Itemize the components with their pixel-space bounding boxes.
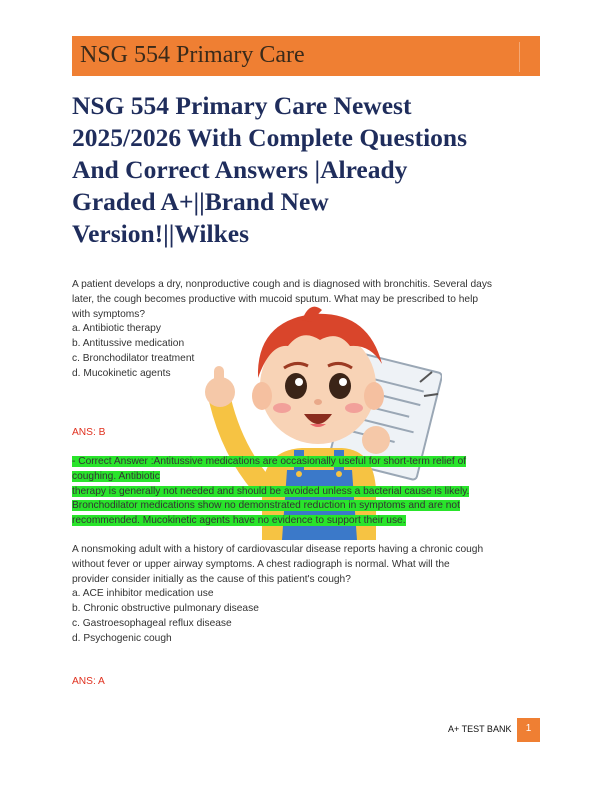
explanation-1 bbox=[72, 455, 532, 529]
title-line: Version!||Wilkes bbox=[72, 219, 250, 248]
answer-option: b. Antitussive medication bbox=[72, 338, 185, 350]
title-line: 2025/2026 With Complete Questions bbox=[72, 123, 468, 152]
title-line: And Correct Answers |Already bbox=[72, 155, 408, 184]
answer-option: d. Mucokinetic agents bbox=[72, 367, 171, 379]
document-title bbox=[72, 90, 542, 250]
answer-key-1 bbox=[72, 426, 532, 441]
explanation-line: recommended. Mucokinetic agents have no evidence to support their use. bbox=[72, 515, 406, 527]
title-line: NSG 554 Primary Care Newest bbox=[72, 91, 412, 120]
answer-key: ANS: B bbox=[72, 427, 106, 438]
banner-title: NSG 554 Primary Care bbox=[80, 42, 305, 68]
question-stem-line: later, the cough becomes productive with mucoid sputum. What may be prescribed to help bbox=[72, 293, 479, 305]
footer-label: A+ TEST BANK bbox=[448, 724, 512, 734]
answer-option: c. Gastroesophageal reflux disease bbox=[72, 617, 232, 629]
answer-option: a. Antibiotic therapy bbox=[72, 323, 161, 335]
answer-option: b. Chronic obstructive pulmonary disease bbox=[72, 603, 259, 615]
answer-option: a. ACE inhibitor medication use bbox=[72, 588, 214, 600]
explanation-line: - Correct Answer :Antitussive medications are occasionally useful for short-term relief of bbox=[72, 456, 467, 467]
explanation-line: Bronchodilator medications show no demonstrated reduction in symptoms and are not bbox=[72, 500, 460, 512]
question-stem-line: with symptoms? bbox=[72, 308, 146, 320]
question-stem-line: A nonsmoking adult with a history of cardiovascular disease reports having a chronic cough bbox=[72, 544, 484, 555]
header-banner bbox=[72, 36, 540, 76]
question-1 bbox=[72, 278, 532, 382]
explanation-line: therapy is generally not needed and should be avoided unless a bacterial cause is likely. bbox=[72, 485, 470, 497]
question-stem-line: without fever or upper airway symptoms. A chest radiograph is normal. What will the bbox=[72, 558, 450, 570]
answer-option: c. Bronchodilator treatment bbox=[72, 352, 195, 364]
question-stem-line: A patient develops a dry, nonproductive cough and is diagnosed with bronchitis. Several days bbox=[72, 279, 493, 290]
page-number: 1 bbox=[525, 723, 532, 734]
explanation-line: coughing. Antibiotic bbox=[72, 470, 160, 482]
question-stem-line: provider consider initially as the cause of this patient's cough? bbox=[72, 573, 351, 585]
answer-option: d. Psychogenic cough bbox=[72, 632, 172, 644]
page-number-badge bbox=[517, 718, 540, 742]
question-2 bbox=[72, 543, 532, 647]
answer-key: ANS: A bbox=[72, 676, 105, 687]
answer-key-2 bbox=[72, 675, 532, 690]
banner-divider bbox=[519, 42, 520, 72]
title-line: Graded A+||Brand New bbox=[72, 187, 329, 216]
